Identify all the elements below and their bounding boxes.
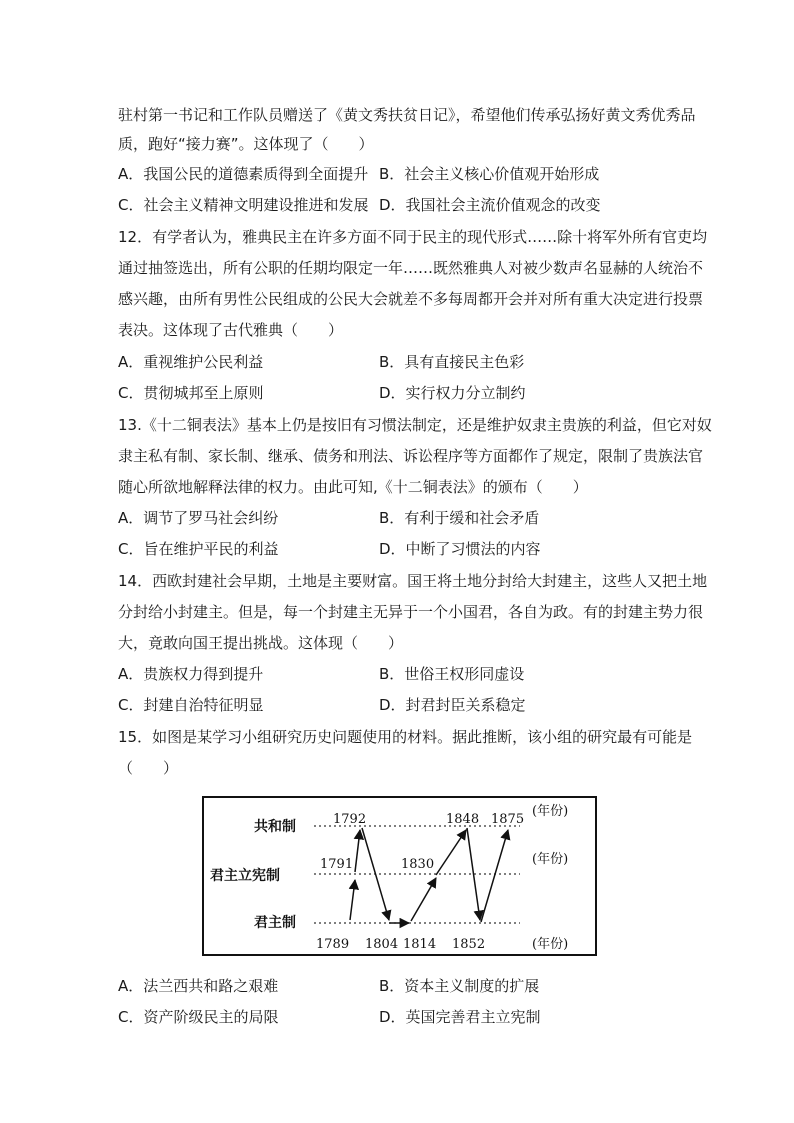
q13-line-2: 隶主私有制、家长制、继承、债务和刑法、诉讼程序等方面都作了规定，限制了贵族法官 [118,447,704,465]
q11-line-1: 驻村第一书记和工作队员赠送了《黄文秀扶贫日记》，希望他们传承弘扬好黄文秀优秀品 [118,106,696,124]
q12-option-b[interactable]: B．具有直接民主色彩 [379,353,525,371]
q14-line-3: 大，竟敢向国王提出挑战。这体现（ ） [118,634,404,652]
q12-line-3: 感兴趣，由所有男性公民组成的公民大会就差不多每周都开会并对所有重大决定进行投票 [118,290,704,308]
year-1875: 1875 [491,812,525,827]
year-1852: 1852 [452,937,486,952]
year-1848: 1848 [446,812,480,827]
q14-option-d[interactable]: D．封君封臣关系稳定 [379,696,526,714]
unit-label-top: (年份) [532,804,569,819]
arrow-1791-1792 [355,830,360,872]
q15-option-d[interactable]: D．英国完善君主立宪制 [379,1008,541,1026]
unit-label-middle: (年份) [532,852,569,867]
year-1814: 1814 [403,937,437,952]
q14-line-1: 14．西欧封建社会早期，土地是主要财富。国王将土地分封给大封建主，这些人又把土地 [118,572,708,590]
q12-option-c[interactable]: C．贯彻城邦至上原则 [118,384,264,402]
unit-label-bottom: (年份) [532,937,569,952]
level-label-republic: 共和制 [254,819,296,835]
q15-option-c[interactable]: C．资产阶级民主的局限 [118,1008,279,1026]
q15-line-2: （ ） [118,759,179,777]
arrow-1852-1875 [481,830,508,922]
year-1789: 1789 [316,937,350,952]
year-1830: 1830 [401,857,435,872]
q15-line-1: 15．如图是某学习小组研究历史问题使用的材料。据此推断，该小组的研究最有可能是 [118,728,693,746]
q13-option-c[interactable]: C．旨在维护平民的利益 [118,540,279,558]
q11-option-a[interactable]: A．我国公民的道德素质得到全面提升 [118,165,369,183]
year-1804: 1804 [365,937,399,952]
arrow-1789-1791 [350,880,355,920]
q12-option-d[interactable]: D．实行权力分立制约 [379,384,526,402]
q14-option-b[interactable]: B．世俗王权形同虚设 [379,665,525,683]
q13-option-a[interactable]: A．调节了罗马社会纠纷 [118,509,279,527]
q14-option-c[interactable]: C．封建自治特征明显 [118,696,264,714]
q15-option-b[interactable]: B．资本主义制度的扩展 [379,977,540,995]
arrow-1814-1830 [411,878,436,921]
year-1791: 1791 [320,857,354,872]
q12-line-4: 表决。这体现了古代雅典（ ） [118,321,344,339]
q13-option-b[interactable]: B．有利于缓和社会矛盾 [379,509,540,527]
level-label-monarchy: 君主制 [254,915,296,931]
arrow-1830-1848 [436,830,466,875]
q14-option-a[interactable]: A．贵族权力得到提升 [118,665,264,683]
q13-line-3: 随心所欲地解释法律的权力。由此可知,《十二铜表法》的颁布（ ） [118,478,588,496]
q11-option-d[interactable]: D．我国社会主流价值观念的改变 [379,196,601,214]
q15-option-a[interactable]: A．法兰西共和路之艰难 [118,977,279,995]
q14-line-2: 分封给小封建主。但是，每一个封建主无异于一个小国君，各自为政。有的封建主势力很 [118,603,704,621]
arrow-1848-1852 [467,828,480,920]
year-1792: 1792 [333,812,367,827]
q13-line-1: 13.《十二铜表法》基本上仍是按旧有习惯法制定，还是维护奴隶主贵族的利益，但它对奴 [118,416,712,434]
level-label-constitutional: 君主立宪制 [210,868,280,884]
q12-line-2: 通过抽签选出，所有公职的任期均限定一年……既然雅典人对被少数声名显赫的人统治不 [118,259,704,277]
q11-option-c[interactable]: C．社会主义精神文明建设推进和发展 [118,196,369,214]
q11-line-2: 质，跑好“接力赛”。这体现了（ ） [118,135,374,153]
q12-line-1: 12．有学者认为，雅典民主在许多方面不同于民主的现代形式……除十将军外所有官吏均 [118,228,708,246]
q11-option-b[interactable]: B．社会主义核心价值观开始形成 [379,165,600,183]
q13-option-d[interactable]: D．中断了习惯法的内容 [379,540,541,558]
regime-change-figure [202,796,597,956]
q12-option-a[interactable]: A．重视维护公民利益 [118,353,264,371]
